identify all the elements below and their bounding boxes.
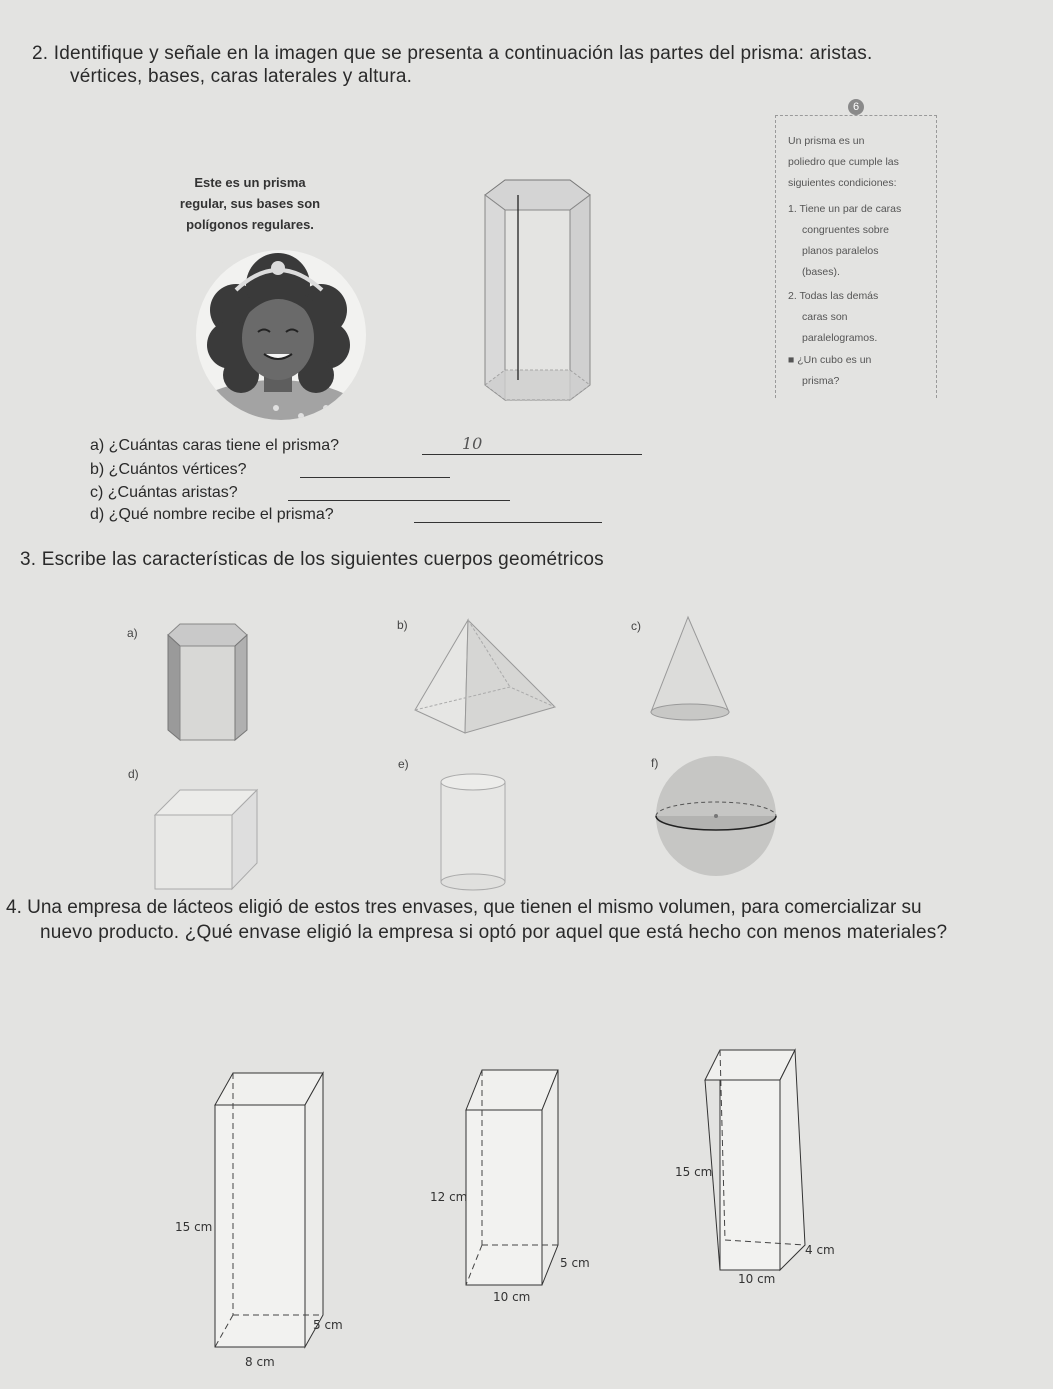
answer-line-a[interactable] bbox=[422, 454, 642, 455]
callout-line: paralelogramos. bbox=[802, 332, 878, 344]
q4-title-line2: nuevo producto. ¿Qué envase eligió la empresa si optó por aquel que está hecho con menos materiales? bbox=[40, 922, 948, 943]
girl-illustration bbox=[196, 240, 376, 435]
callout-line: siguientes condiciones: bbox=[788, 177, 897, 189]
box2-height-label: 12 cm bbox=[430, 1190, 468, 1204]
hexagonal-prism-figure bbox=[475, 175, 600, 410]
sphere-shape bbox=[655, 752, 780, 882]
shape-label-d: d) bbox=[128, 767, 139, 781]
callout-question bbox=[788, 350, 938, 392]
callout-number-badge: 6 bbox=[848, 99, 864, 115]
box3-width-label: 10 cm bbox=[738, 1272, 776, 1286]
shape-label-b: b) bbox=[397, 618, 408, 632]
callout-line: planos paralelos bbox=[802, 245, 879, 257]
q2-title-line1: 2. Identifique y señale en la imagen que se presenta a continuación las partes del prisma: aristas. bbox=[32, 43, 873, 64]
callout-line: 2. Todas las demás bbox=[788, 290, 879, 302]
answer-a: 10 bbox=[462, 434, 483, 453]
shape-label-f: f) bbox=[651, 756, 659, 770]
box1-width-label: 8 cm bbox=[245, 1355, 275, 1369]
q3-title: 3. Escribe las características de los siguientes cuerpos geométricos bbox=[20, 549, 604, 570]
box2-width-label: 10 cm bbox=[493, 1290, 531, 1304]
container-box-1 bbox=[205, 1065, 330, 1355]
speech-line-1: Este es un prisma bbox=[194, 175, 306, 190]
q2-title-line2: vértices, bases, caras laterales y altura. bbox=[70, 66, 413, 87]
shape-label-a: a) bbox=[127, 626, 138, 640]
callout-condition-1 bbox=[788, 199, 938, 283]
question-c: c) ¿Cuántas aristas? bbox=[90, 484, 238, 501]
callout-line: 1. Tiene un par de caras bbox=[788, 203, 902, 215]
answer-line-b[interactable] bbox=[300, 477, 450, 478]
callout-definition bbox=[788, 131, 938, 194]
callout-line: congruentes sobre bbox=[802, 224, 889, 236]
callout-condition-2 bbox=[788, 286, 938, 349]
cube-shape bbox=[150, 785, 265, 895]
box3-depth-label: 4 cm bbox=[805, 1243, 835, 1257]
speech-line-2: regular, sus bases son bbox=[179, 196, 321, 211]
q4-title-line1: 4. Una empresa de lácteos eligió de estos tres envases, que tienen el mismo volumen, para comercializar su bbox=[6, 897, 922, 918]
question-d: d) ¿Qué nombre recibe el prisma? bbox=[90, 506, 334, 523]
question-b: b) ¿Cuántos vértices? bbox=[90, 461, 247, 478]
hexagonal-prism-shape bbox=[160, 620, 255, 745]
callout-line: poliedro que cumple las bbox=[788, 156, 899, 168]
question-a: a) ¿Cuántas caras tiene el prisma? bbox=[90, 437, 339, 454]
callout-line: caras son bbox=[802, 311, 848, 323]
callout-line: (bases). bbox=[802, 266, 840, 278]
prism-definition-callout bbox=[775, 115, 937, 398]
shape-label-c: c) bbox=[631, 619, 641, 633]
speech-line-3: polígonos regulares. bbox=[186, 217, 314, 232]
box1-height-label: 15 cm bbox=[175, 1220, 213, 1234]
square-pyramid-shape bbox=[410, 615, 560, 740]
box2-depth-label: 5 cm bbox=[560, 1256, 590, 1270]
callout-line: prisma? bbox=[802, 375, 840, 387]
shape-label-e: e) bbox=[398, 757, 409, 771]
container-box-3 bbox=[700, 1045, 815, 1275]
box1-depth-label: 5 cm bbox=[313, 1318, 343, 1332]
cone-shape bbox=[645, 612, 745, 727]
callout-line: ¿Un cubo es un bbox=[797, 354, 872, 366]
bullet-icon: ■ bbox=[788, 354, 798, 366]
answer-line-d[interactable] bbox=[414, 522, 602, 523]
callout-line: Un prisma es un bbox=[788, 135, 865, 147]
answer-line-c[interactable] bbox=[288, 500, 510, 501]
speech-text bbox=[170, 172, 330, 235]
box3-height-label: 15 cm bbox=[675, 1165, 713, 1179]
cylinder-shape bbox=[435, 770, 510, 895]
